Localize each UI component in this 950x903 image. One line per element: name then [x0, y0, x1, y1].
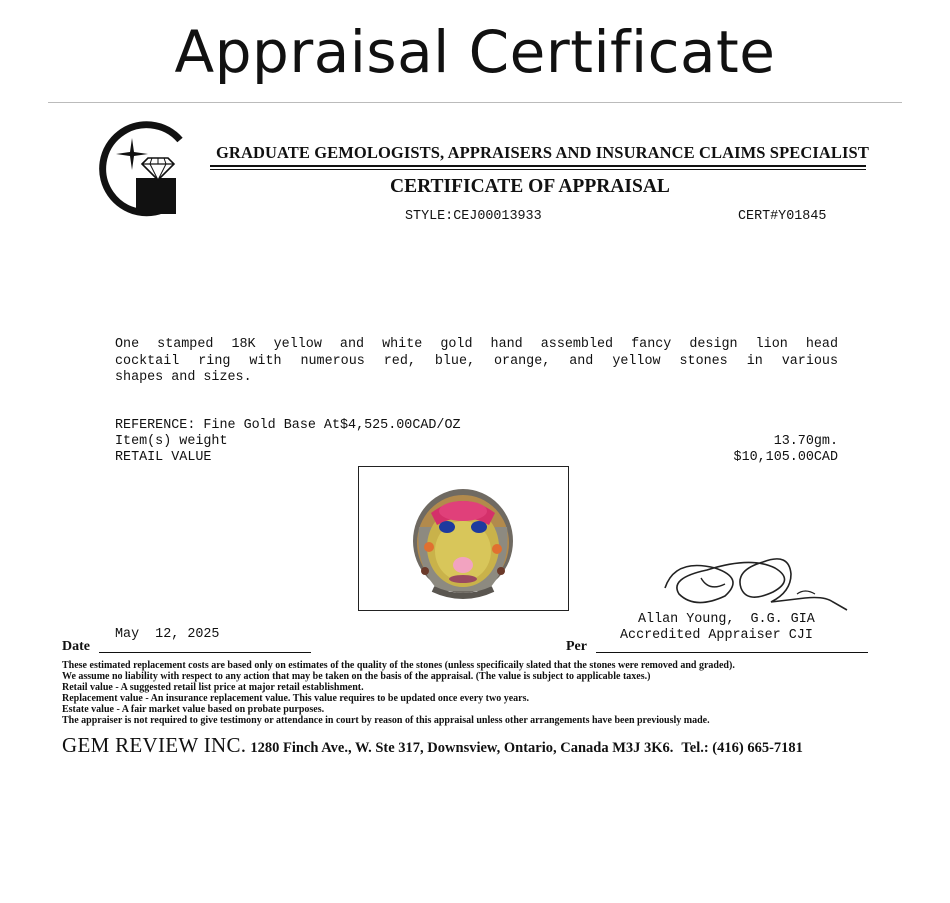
company-tagline: GRADUATE GEMOLOGISTS, APPRAISERS AND INSURANCE CLAIMS SPECIALIST [216, 143, 869, 162]
appraiser-name: Allan Young, G.G. GIA [638, 612, 815, 627]
per-label: Per [566, 639, 587, 654]
gem-diamond-logo-icon [92, 118, 188, 218]
page-title: Appraisal Certificate [174, 18, 776, 86]
retail-value-amount: $10,105.00CAD [733, 450, 838, 465]
header-rule-thick [210, 165, 866, 167]
footer [62, 733, 803, 758]
per-line [596, 652, 868, 653]
disclaimer-line: The appraiser is not required to give testimony or attendance in court by reason of this appraisal unless other arrangements have been previously made. [62, 715, 710, 726]
weight-label: Item(s) weight [115, 434, 228, 449]
date-line [99, 652, 311, 653]
disclaimer-line: These estimated replacement costs are based only on estimates of the quality of the stones (unless specificaily slated that the stones were removed and graded). [62, 660, 735, 671]
style-number: STYLE:CEJ00013933 [405, 209, 542, 224]
certificate-title: CERTIFICATE OF APPRAISAL [390, 176, 670, 197]
reference-price: REFERENCE: Fine Gold Base At$4,525.00CAD/OZ [115, 418, 461, 433]
item-photo-frame [358, 466, 569, 611]
weight-value: 13.70gm. [773, 434, 838, 449]
item-description [115, 337, 838, 387]
cert-number: CERT#Y01845 [738, 209, 827, 224]
footer-company: GEM REVIEW INC. [62, 733, 247, 757]
retail-value-label: RETAIL VALUE [115, 450, 212, 465]
lion-head-ring-photo [359, 467, 568, 610]
disclaimer-line: Replacement value - An insurance replacement value. This value requires to be updated once every two years. [62, 693, 530, 704]
date-label: Date [62, 639, 90, 654]
date-value: May 12, 2025 [115, 627, 220, 642]
appraiser-signature [655, 548, 850, 616]
footer-phone: Tel.: (416) 665-7181 [681, 740, 803, 756]
description-line: shapes and sizes. [115, 370, 252, 385]
description-line: cocktail ring with numerous red, blue, orange, and yellow stones in various [115, 353, 838, 369]
title-divider [48, 102, 902, 103]
disclaimer-line: We assume no liability with respect to any action that may be taken on the basis of the appraisal. (The value is subject to applicable taxes.) [62, 671, 651, 682]
disclaimer-line: Estate value - A fair market value based on probate purposes. [62, 704, 325, 715]
description-line: One stamped 18K yellow and white gold hand assembled fancy design lion head [115, 337, 838, 352]
footer-address: 1280 Finch Ave., W. Ste 317, Downsview, Ontario, Canada M3J 3K6. [250, 740, 674, 756]
disclaimer-line: Retail value - A suggested retail list price at major retail establishment. [62, 682, 364, 693]
appraiser-title: Accredited Appraiser CJI [620, 628, 813, 643]
header-rule-thin [210, 169, 866, 170]
disclaimer-block [62, 660, 922, 726]
